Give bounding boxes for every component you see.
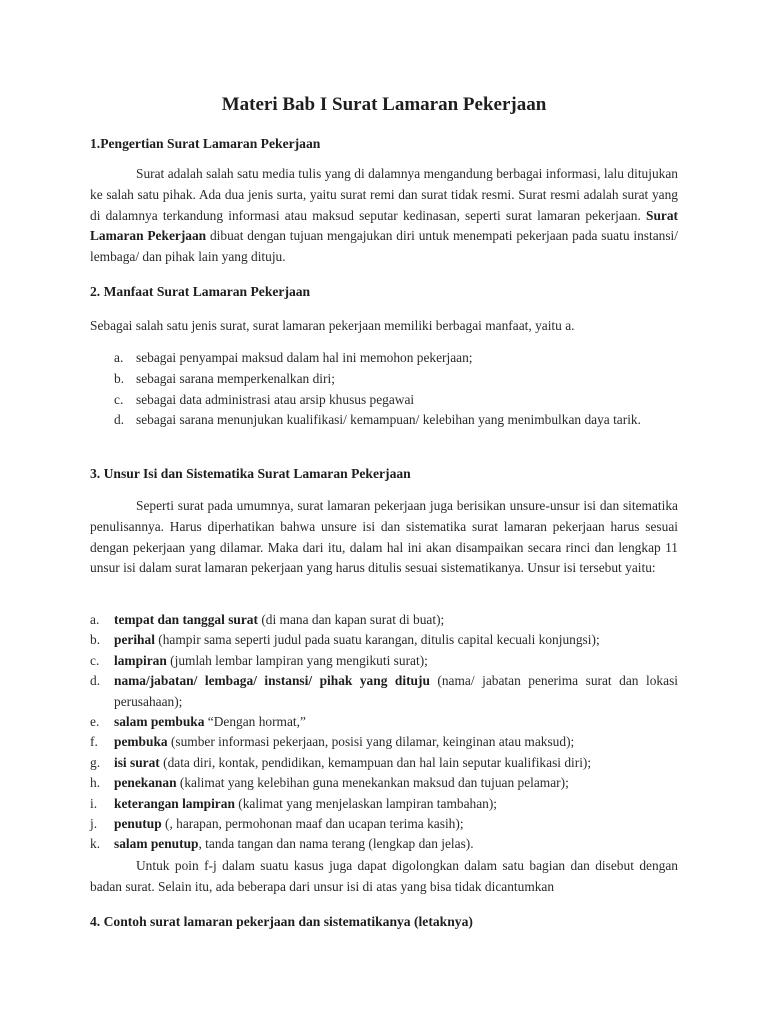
list-item-text: (kalimat yang menjelaskan lampiran tambahan);	[234, 795, 498, 811]
section-1-heading: 1.Pengertian Surat Lamaran Pekerjaan	[90, 136, 321, 151]
list-item-text: sebagai sarana menunjukan kualifikasi/ kemampuan/ kelebihan yang menimbulkan daya tarik.	[136, 412, 641, 428]
benefits-list	[90, 348, 678, 431]
list-marker: g.	[90, 754, 101, 770]
list-item-term: lampiran	[114, 652, 167, 668]
list-item-text: , tanda tangan dan nama terang (lengkap dan jelas).	[198, 836, 474, 852]
list-item	[90, 610, 678, 630]
list-item	[90, 773, 678, 793]
list-item	[90, 630, 678, 650]
section-2-heading: 2. Manfaat Surat Lamaran Pekerjaan	[90, 284, 311, 299]
list-marker: b.	[90, 632, 101, 648]
list-item	[90, 834, 678, 854]
list-item-term: tempat dan tanggal surat	[114, 612, 258, 627]
list-marker: k.	[90, 836, 101, 852]
list-item-term: pembuka	[114, 734, 168, 750]
list-item-text: (nama/ jabatan penerima surat dan lokasi perusahaan);	[114, 673, 678, 709]
list-item-term: keterangan lampiran	[114, 795, 235, 811]
section-3-closing-paragraph: Untuk poin f-j dalam suatu kasus juga dapat digolongkan dalam satu bagian dan disebut dengan badan surat. Selain itu, ada beberapa dari unsur isi di atas yang bisa tidak dicantumkan	[90, 858, 678, 894]
list-item	[90, 671, 678, 712]
list-item	[90, 712, 678, 732]
elements-list	[90, 610, 678, 855]
list-item	[90, 369, 678, 390]
list-marker: j.	[90, 816, 98, 832]
list-marker: f.	[90, 734, 98, 750]
list-marker: c.	[90, 652, 100, 668]
list-item-text: (jumlah lembar lampiran yang mengikuti surat);	[166, 652, 428, 668]
list-item	[90, 814, 678, 834]
list-item	[90, 651, 678, 671]
list-item-term: salam penutup	[114, 836, 199, 852]
section-1-paragraph	[90, 164, 678, 268]
list-item	[90, 390, 678, 411]
list-item-text: (sumber informasi pekerjaan, posisi yang dilamar, keinginan atau maksud);	[167, 734, 575, 750]
list-item-text: (hampir sama seperti judul pada suatu karangan, ditulis capital kecuali konjungsi);	[154, 632, 600, 648]
list-marker: a.	[114, 350, 124, 365]
list-item	[90, 410, 678, 431]
list-marker: d.	[90, 673, 101, 689]
list-item-term: perihal	[114, 632, 155, 648]
list-item	[90, 732, 678, 752]
section-1-text-a: Surat adalah salah satu media tulis yang di dalamnya mengandung berbagai informasi, lalu ditujukan ke salah satu pihak. Ada dua jenis surta, yaitu surat remi dan surat tidak resmi. Surat resmi adalah surat yang di dalamnya terkandung informasi atau maksud seputar kedinasan, seperti surat lamaran pekerjaan.	[90, 166, 678, 223]
list-item-term: nama/jabatan/ lembaga/ instansi/ pihak yang dituju	[114, 673, 430, 689]
list-item-text: (, harapan, permohonan maaf dan ucapan terima kasih);	[161, 816, 464, 832]
list-item-text: sebagai data administrasi atau arsip khusus pegawai	[136, 391, 415, 407]
list-marker: h.	[90, 775, 101, 791]
list-marker: e.	[90, 714, 100, 730]
list-marker: c.	[114, 391, 124, 407]
list-item-text: (data diri, kontak, pendidikan, kemampuan dan hal lain seputar kualifikasi diri);	[159, 754, 592, 770]
section-1-text-b: dibuat dengan tujuan mengajukan diri untuk menempati pekerjaan pada suatu instansi/ lembaga/ dan pihak lain yang dituju.	[90, 228, 678, 265]
section-3-heading: 3. Unsur Isi dan Sistematika Surat Lamaran Pekerjaan	[90, 466, 411, 481]
list-marker: b.	[114, 370, 125, 386]
list-item	[90, 753, 678, 773]
list-marker: a.	[90, 612, 100, 627]
section-4-heading: 4. Contoh surat lamaran pekerjaan dan sistematikanya (letaknya)	[90, 914, 473, 929]
list-item-term: penekanan	[114, 775, 177, 791]
list-item-term: isi surat	[114, 754, 160, 770]
list-item-text: sebagai sarana memperkenalkan diri;	[136, 370, 335, 386]
section-1-bold-term: Surat Lamaran Pekerjaan	[90, 207, 678, 244]
list-item-term: salam pembuka	[114, 714, 205, 730]
list-item-text: sebagai penyampai maksud dalam hal ini memohon pekerjaan;	[136, 350, 473, 365]
list-marker: i.	[90, 795, 98, 811]
list-item-text: (kalimat yang kelebihan guna menekankan maksud dan tujuan pelamar);	[176, 775, 569, 791]
list-item	[90, 348, 678, 369]
list-item-text: “Dengan hormat,”	[204, 714, 306, 730]
section-3-paragraph: Seperti surat pada umumnya, surat lamaran pekerjaan juga berisikan unsure-unsur isi dan sitematika penulisannya. Harus diperhatikan bahwa unsure isi dan sistematika surat lamaran pekerjaan harus sesuai dengan pekerjaan yang dilamar. Maka dari itu, dalam hal ini akan disampaikan secara rinci dan lengkap 11 unsur isi dalam surat lamaran pekerjaan yang harus ditulis sesuai sistematikanya. Unsur isi tersebut yaitu:	[90, 498, 678, 576]
list-item-text: (di mana dan kapan surat di buat);	[257, 612, 445, 627]
document-title: Materi Bab I Surat Lamaran Pekerjaan	[221, 94, 547, 115]
list-item-term: penutup	[114, 816, 162, 832]
section-2-intro: Sebagai salah satu jenis surat, surat lamaran pekerjaan memiliki berbagai manfaat, yaitu a.	[90, 318, 575, 333]
list-item	[90, 794, 678, 814]
list-marker: d.	[114, 412, 125, 428]
